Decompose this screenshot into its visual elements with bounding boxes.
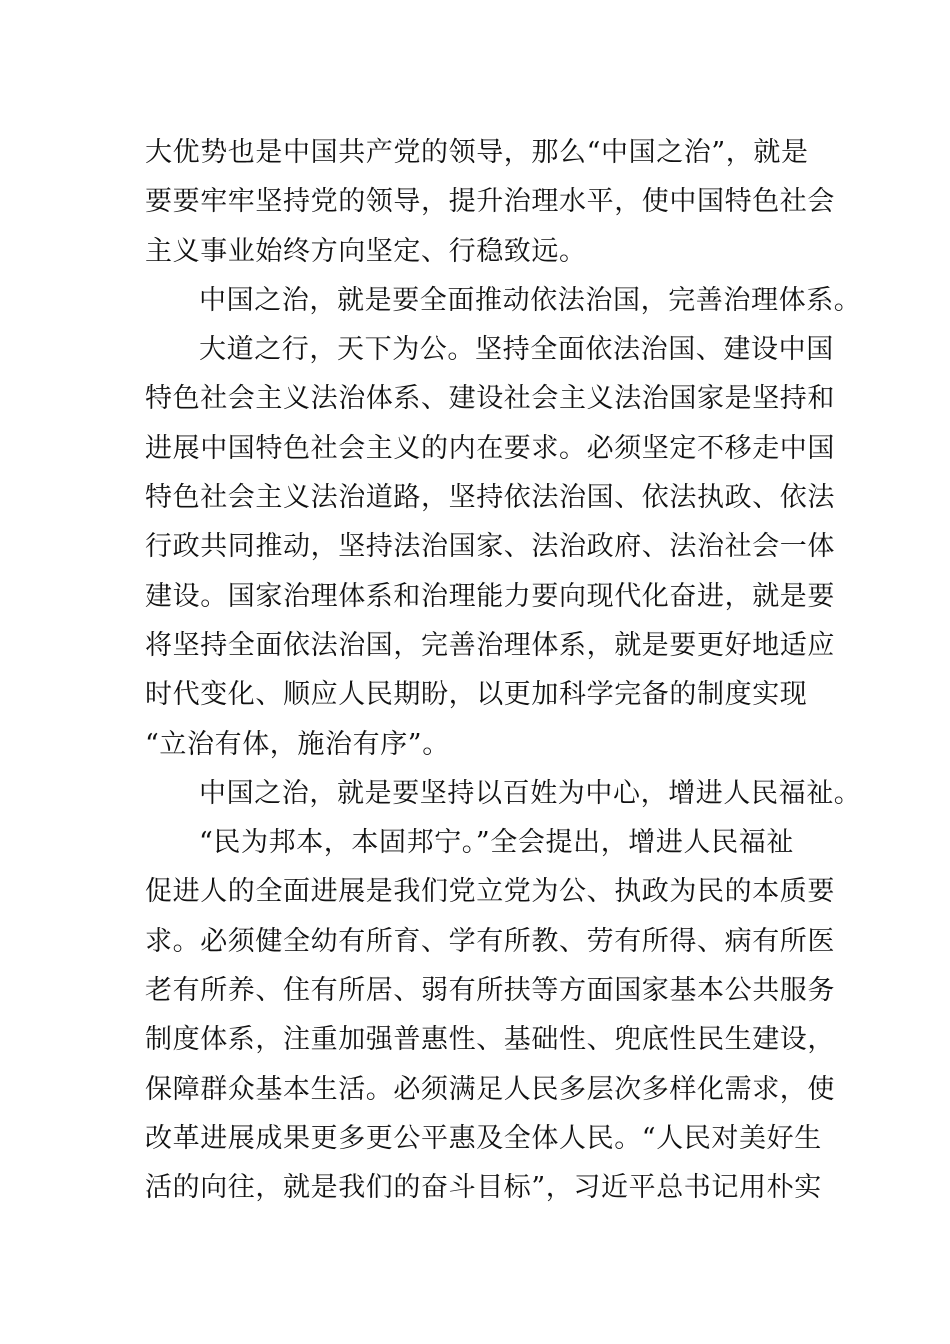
text-line: 时代变化、顺应人民期盼，以更加科学完备的制度实现 (145, 679, 808, 711)
text-line: 大优势也是中国共产党的领导，那么“中国之治”，就是 (145, 137, 809, 168)
text-line: 中国之治，就是要坚持以百姓为中心，增进人民福祉。 (199, 777, 862, 809)
text-line: 要要牢牢坚持党的领导，提升治理水平，使中国特色社会 (145, 186, 835, 218)
text-line: 活的向往，就是我们的奋斗目标”，习近平总书记用朴实 (145, 1172, 822, 1204)
text-line: 求。必须健全幼有所育、学有所教、劳有所得、病有所医 (145, 925, 835, 957)
text-line: 特色社会主义法治道路，坚持依法治国、依法执政、依法 (145, 482, 835, 514)
text-line: 进展中国特色社会主义的内在要求。必须坚定不移走中国 (145, 432, 835, 464)
text-line: 中国之治，就是要全面推动依法治国，完善治理体系。 (199, 284, 862, 316)
text-line: 主义事业始终方向坚定、行稳致远。 (145, 235, 587, 267)
text-line: 促进人的全面进展是我们党立党为公、执政为民的本质要 (145, 876, 835, 908)
text-line: 大道之行，天下为公。坚持全面依法治国、建设中国 (199, 334, 834, 366)
text-line: 老有所养、住有所居、弱有所扶等方面国家基本公共服务 (145, 975, 835, 1007)
document-body (145, 128, 862, 1213)
text-line: “立治有体，施治有序”。 (145, 728, 450, 760)
text-line: 将坚持全面依法治国，完善治理体系，就是要更好地适应 (145, 629, 835, 661)
text-line: 建设。国家治理体系和治理能力要向现代化奋进，就是要 (145, 580, 835, 612)
text-line: 行政共同推动，坚持法治国家、法治政府、法治社会一体 (145, 531, 835, 563)
text-line: 特色社会主义法治体系、建设社会主义法治国家是坚持和 (145, 383, 835, 415)
text-line: 制度体系，注重加强普惠性、基础性、兜底性民生建设， (145, 1024, 835, 1056)
text-line: “民为邦本，本固邦宁。”全会提出，增进人民福祉 (199, 827, 794, 859)
text-line: 改革进展成果更多更公平惠及全体人民。“人民对美好生 (145, 1122, 822, 1154)
text-line: 保障群众基本生活。必须满足人民多层次多样化需求，使 (145, 1073, 835, 1105)
